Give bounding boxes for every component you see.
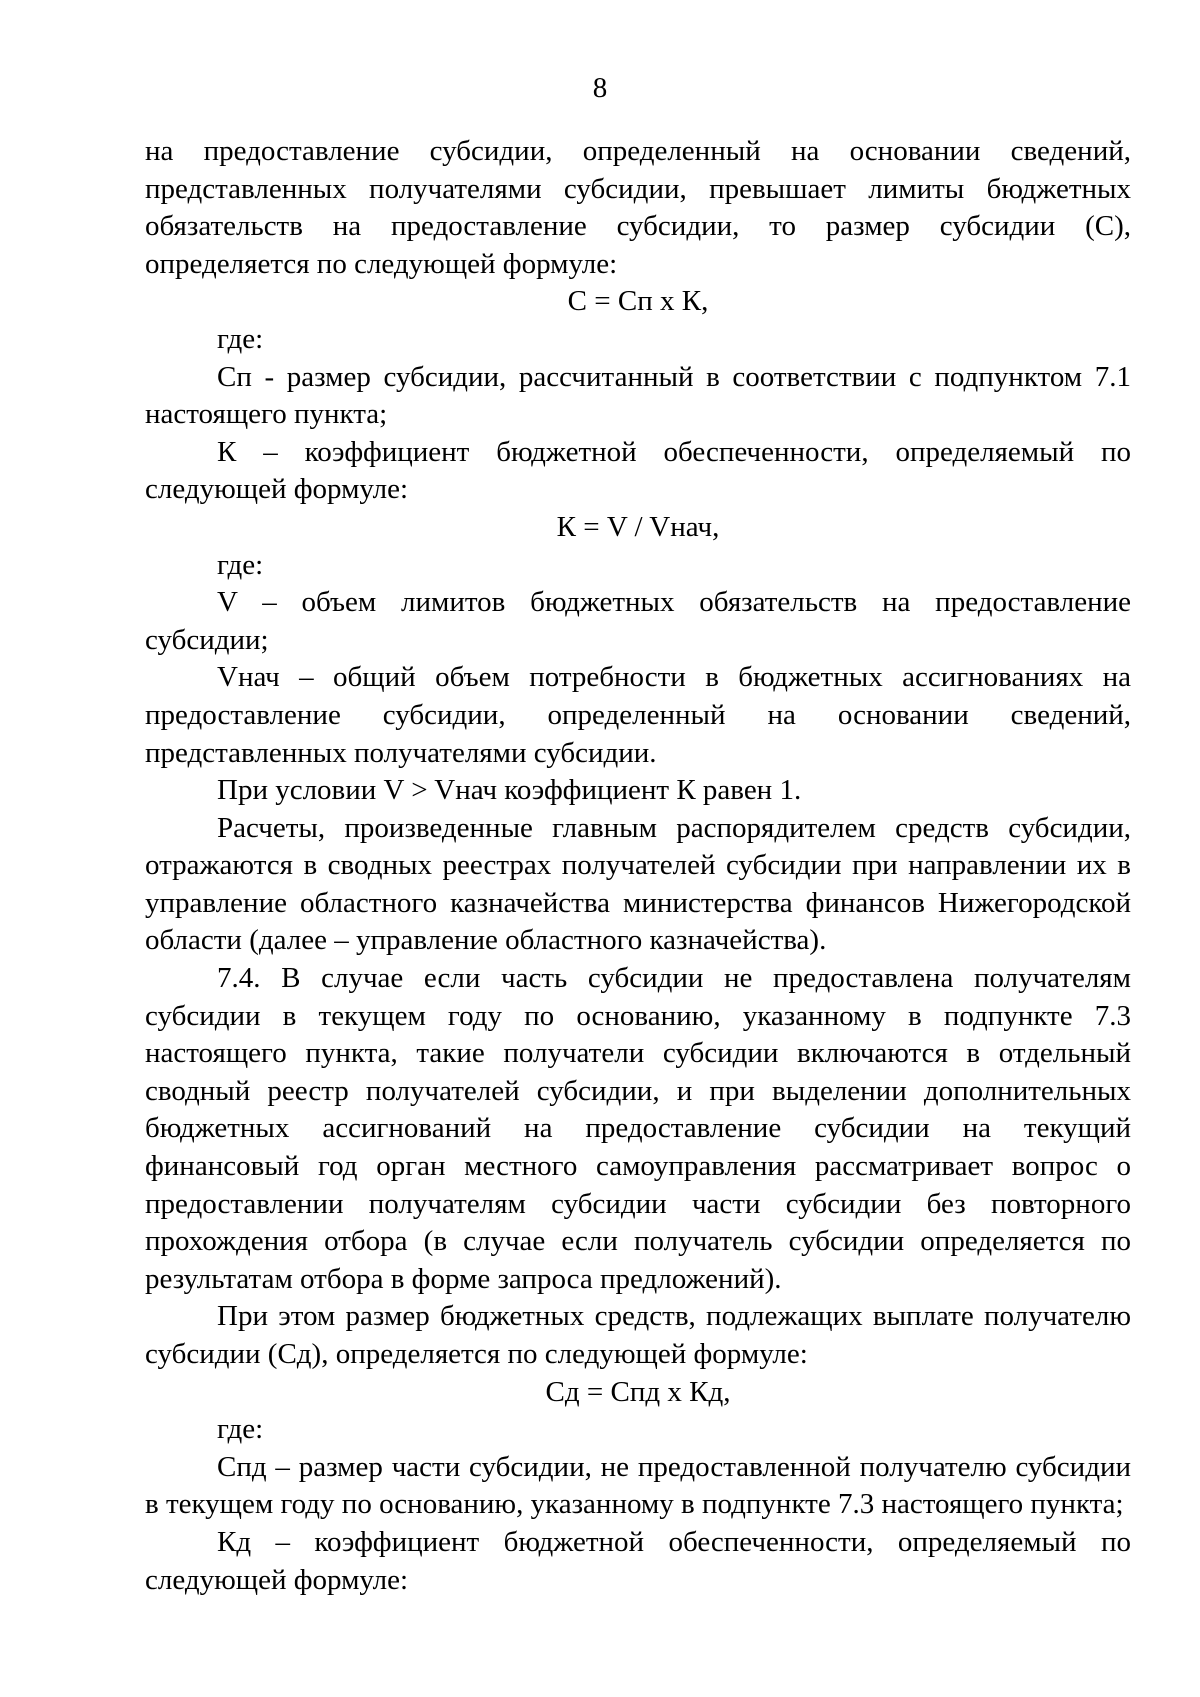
definition-v: V – объем лимитов бюджетных обязательств на предоставление субсидии; <box>145 586 1131 656</box>
calculations-paragraph: Расчеты, произведенные главным распорядителем средств субсидии, отражаются в сводных реестрах получателей субсидии при направлении их в управление областного казначейства министерства финансов Нижегородской области (далее – управление областного казначейства). <box>145 811 1131 957</box>
definition-cpd: Спд – размер части субсидии, не предоставленной получателю субсидии в текущем году по основанию, указанному в подпункте 7.3 настоящего пункта; <box>145 1450 1131 1521</box>
document-body <box>145 133 1131 1599</box>
definition-k: К – коэффициент бюджетной обеспеченности, определяемый по следующей формуле: <box>145 435 1131 506</box>
definition-kd: Кд – коэффициент бюджетной обеспеченности, определяемый по следующей формуле: <box>145 1525 1131 1596</box>
paragraph-continuation: на предоставление субсидии, определенный на основании сведений, представленных получателями субсидии, превышает лимиты бюджетных обязательств на предоставление субсидии, то размер субсидии (С), определяется по следующей формуле: <box>145 135 1131 280</box>
where-label: где: <box>217 1413 264 1446</box>
formula-c: С = Сп х К, <box>567 285 709 318</box>
where-label: где: <box>217 548 264 581</box>
where-label: где: <box>217 322 264 355</box>
clause-7-4: 7.4. В случае если часть субсидии не предоставлена получателям субсидии в текущем году по основанию, указанному в подпункте 7.3 настоящего пункта, такие получатели субсидии включаются в отдельный сводный реестр получателей субсидии, и при выделении дополнительных бюджетных ассигнований на предоставление субсидии на текущий финансовый год орган местного самоуправления рассматривает вопрос о предоставлении получателям субсидии части субсидии без повторного прохождения отбора (в случае если получатель субсидии определяется по результатам отбора в форме запроса предложений). <box>145 962 1131 1295</box>
formula-k: К = V / Vнач, <box>556 510 720 543</box>
page-number: 8 <box>592 72 608 104</box>
definition-vnach: Vнач – общий объем потребности в бюджетных ассигнованиях на предоставление субсидии, определенный на основании сведений, представленных получателями субсидии. <box>145 661 1131 769</box>
definition-cp: Сп - размер субсидии, рассчитанный в соответствии с подпунктом 7.1 настоящего пункта; <box>145 360 1131 431</box>
condition-paragraph: При условии V > Vнач коэффициент К равен 1. <box>217 774 802 807</box>
budget-funds-paragraph: При этом размер бюджетных средств, подлежащих выплате получателю субсидии (Сд), определяется по следующей формуле: <box>145 1300 1131 1370</box>
formula-cd: Сд = Спд х Кд, <box>545 1375 731 1408</box>
